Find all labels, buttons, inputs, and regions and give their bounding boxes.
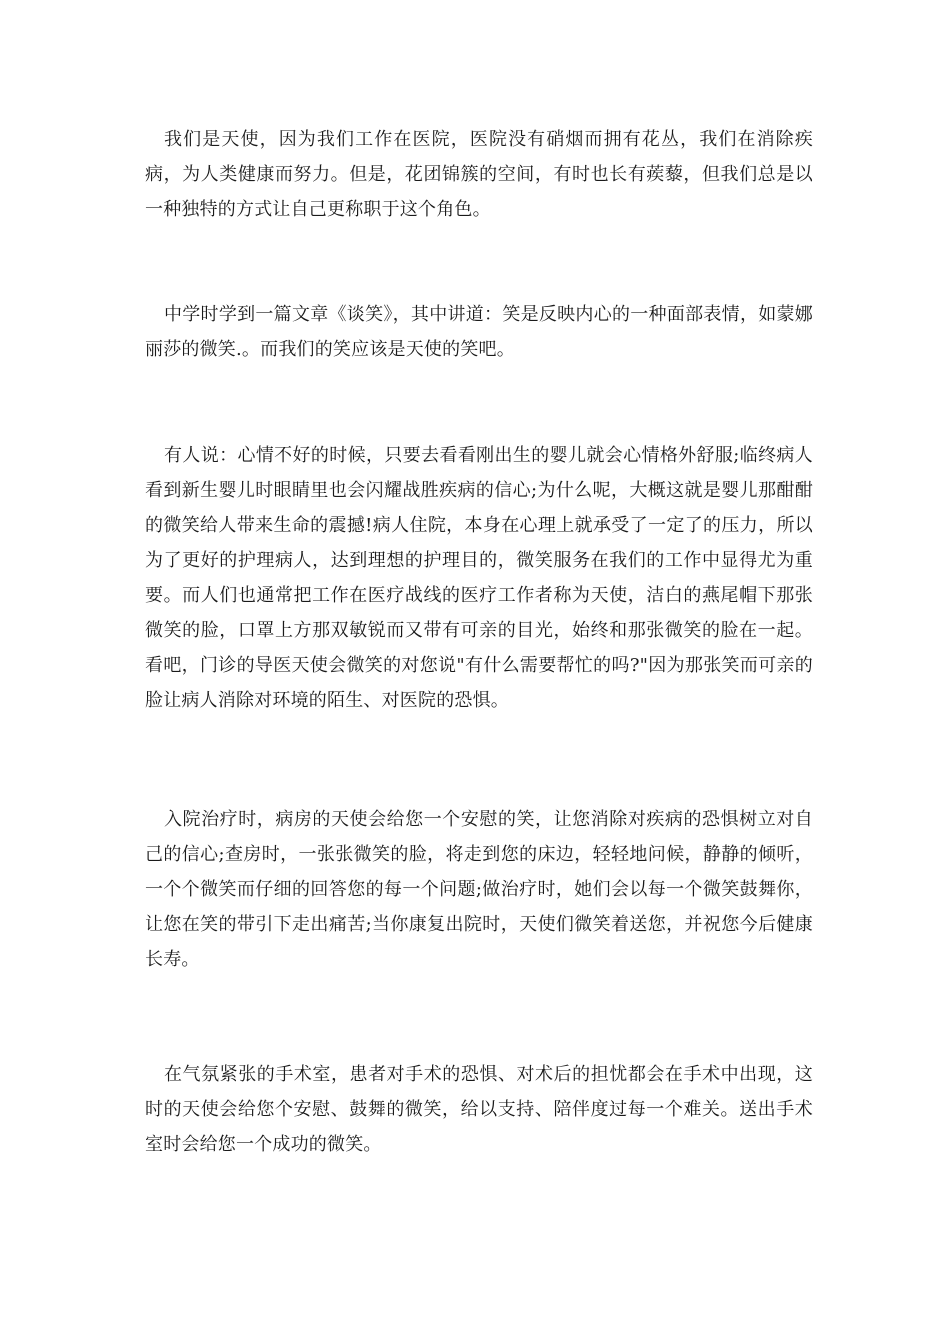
paragraph-essay-on-smile: 中学时学到一篇文章《谈笑》，其中讲道：笑是反映内心的一种面部表情，如蒙娜丽莎的微笑.。而我们的笑应该是天使的笑吧。 [145, 304, 813, 360]
paragraph-operating-room: 在气氛紧张的手术室，患者对手术的恐惧、对术后的担忧都会在手术中出现，这时的天使会给您个安慰、鼓舞的微笑，给以支持、陪伴度过每一个难关。送出手术室时会给您一个成功的微笑。 [145, 1064, 813, 1155]
paragraph-ward-treatment: 入院治疗时，病房的天使会给您一个安慰的笑，让您消除对疾病的恐惧树立对自己的信心;查房时，一张张微笑的脸，将走到您的床边，轻轻地问候，静静的倾听，一个个微笑而仔细的回答您的每一个问题;做治疗时，她们会以每一个微笑鼓舞你，让您在笑的带引下走出痛苦;当你康复出院时，天使们微笑着送您，并祝您今后健康长寿。 [145, 809, 813, 970]
paragraph-smile-service: 有人说：心情不好的时候，只要去看看刚出生的婴儿就会心情格外舒服;临终病人看到新生婴儿时眼睛里也会闪耀战胜疾病的信心;为什么呢，大概这就是婴儿那酣酣的微笑给人带来生命的震撼!病人住院，本身在心理上就承受了一定了的压力，所以为了更好的护理病人，达到理想的护理目的，微笑服务在我们的工作中显得尤为重要。而人们也通常把工作在医疗战线的医疗工作者称为天使，洁白的燕尾帽下那张微笑的脸，口罩上方那双敏锐而又带有可亲的目光，始终和那张微笑的脸在一起。看吧，门诊的导医天使会微笑的对您说"有什么需要帮忙的吗?"因为那张笑而可亲的脸让病人消除对环境的陌生、对医院的恐惧。 [145, 445, 813, 711]
paragraph-angels-intro: 我们是天使，因为我们工作在医院，医院没有硝烟而拥有花丛，我们在消除疾病，为人类健康而努力。但是，花团锦簇的空间，有时也长有蒺藜，但我们总是以一种独特的方式让自己更称职于这个角色。 [145, 129, 813, 220]
